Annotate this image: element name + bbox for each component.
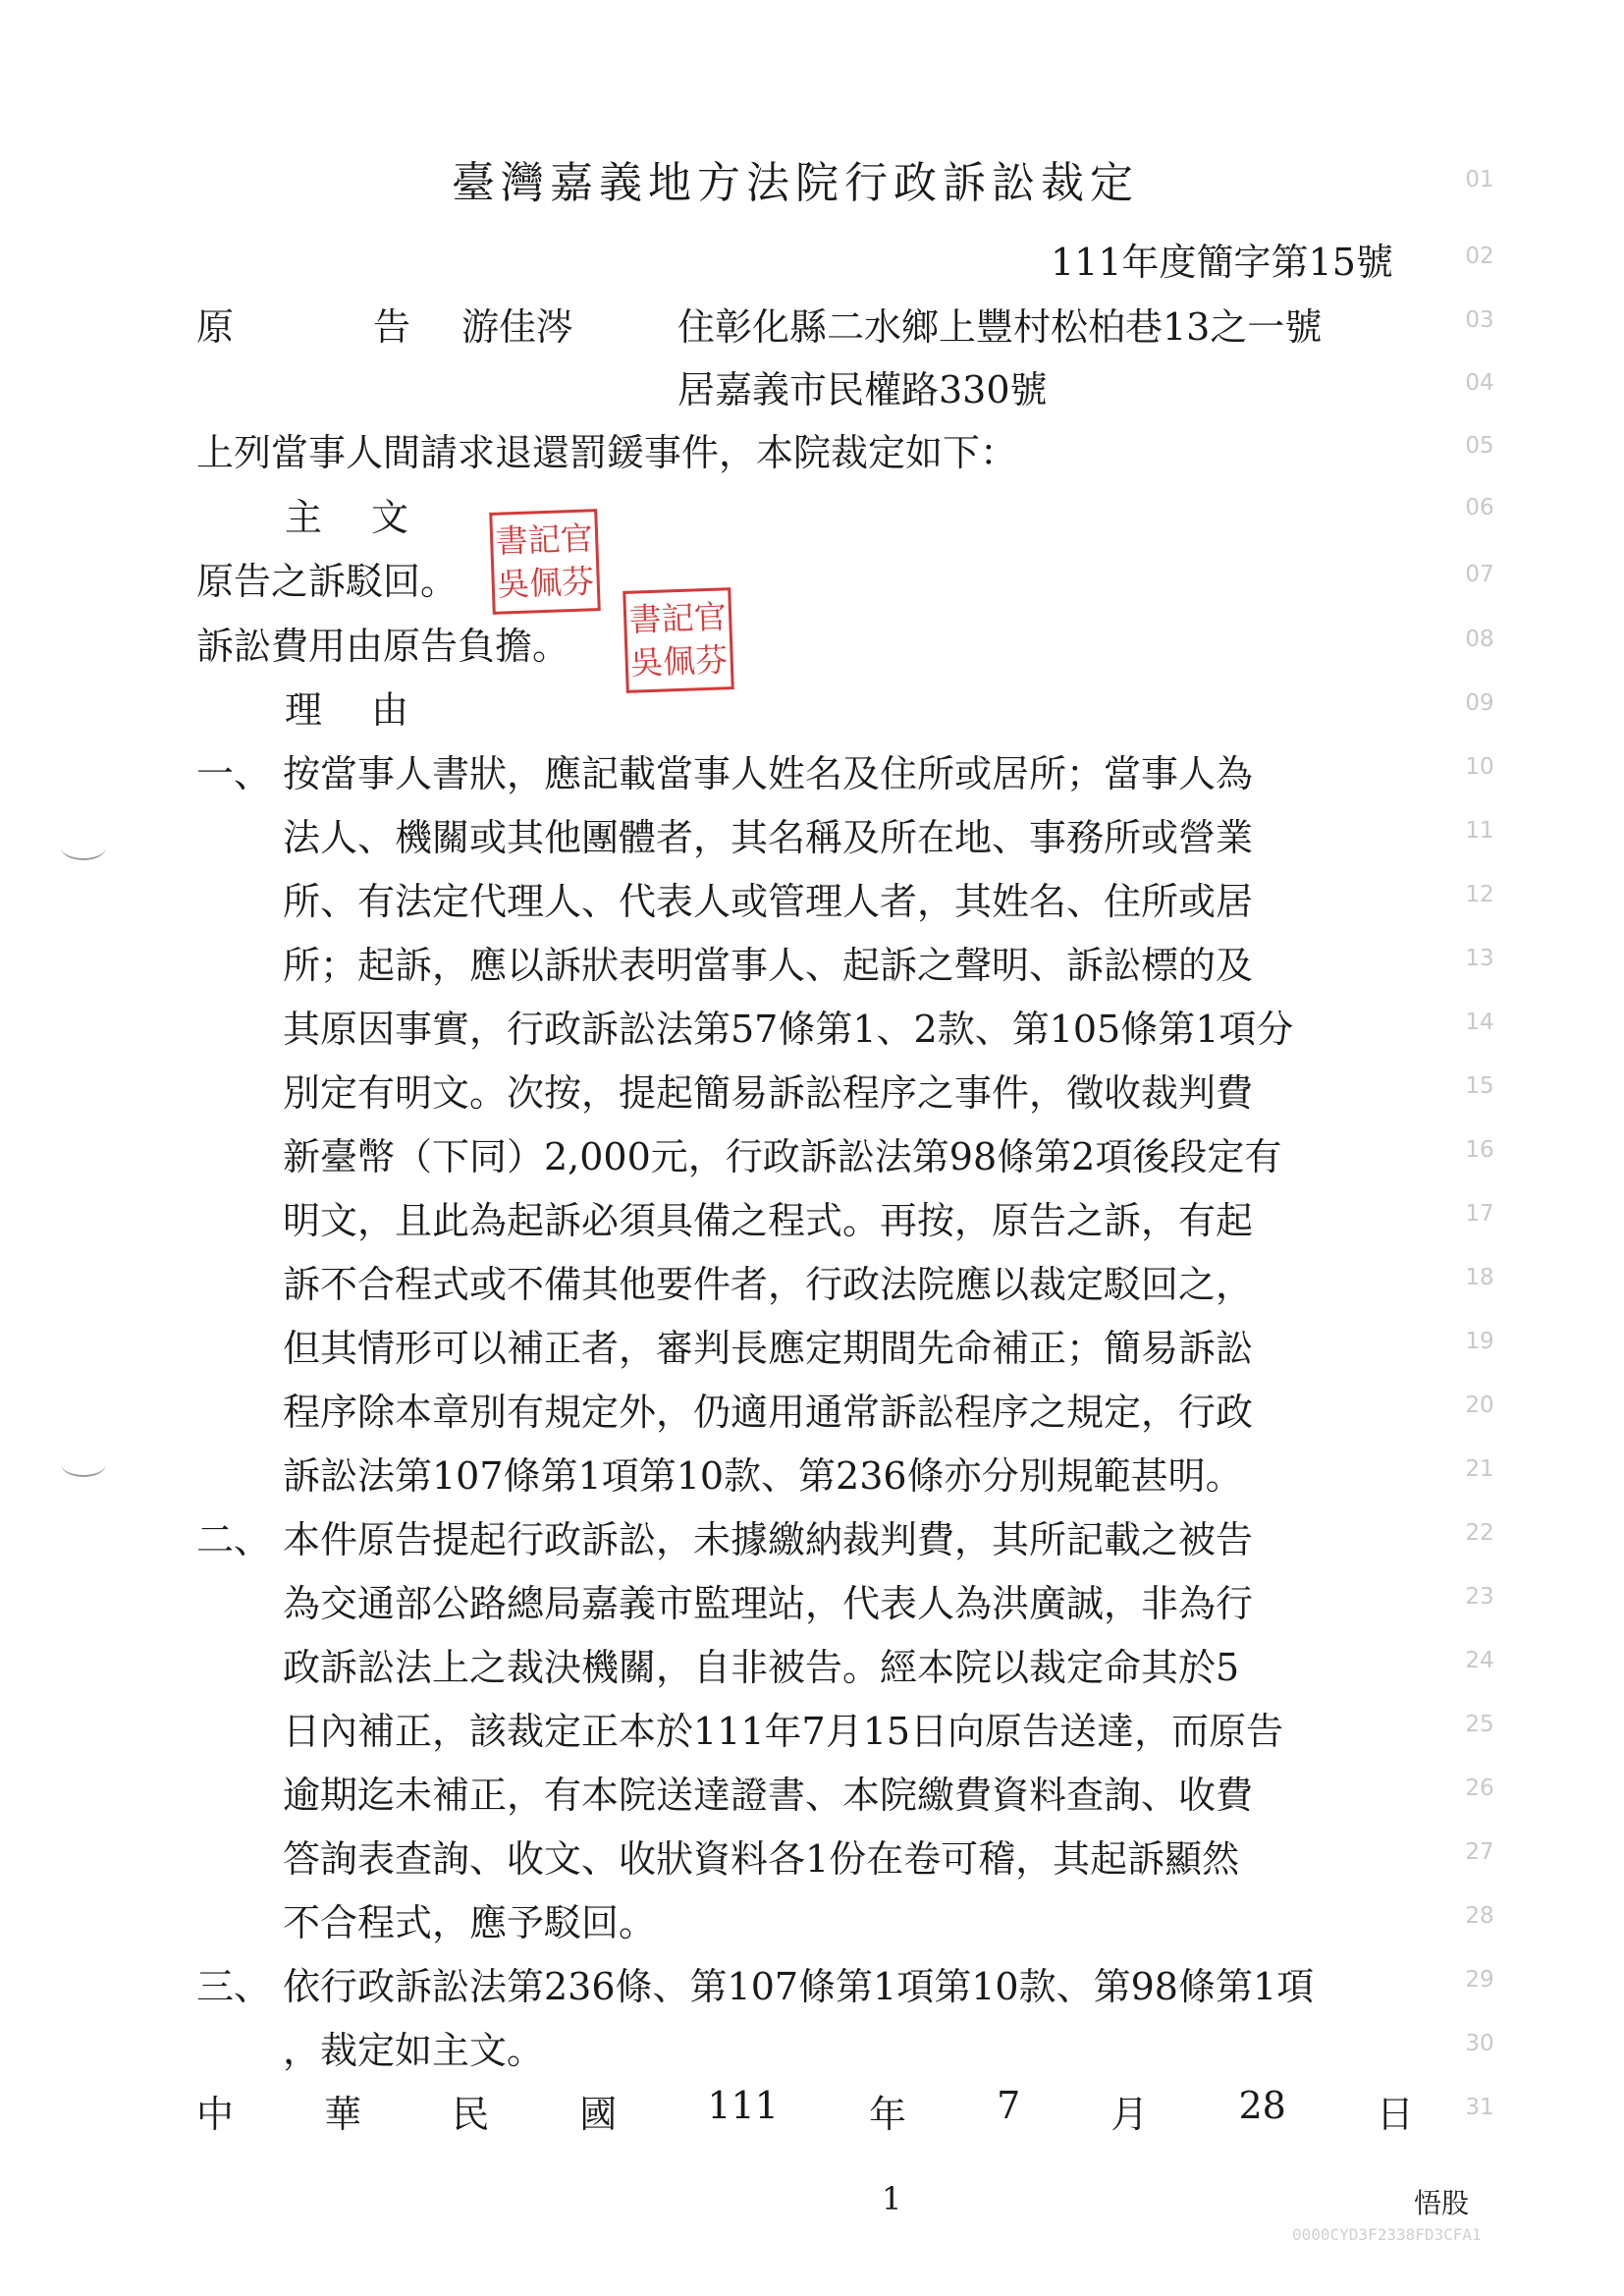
reason-line: 其原因事實，行政訴訟法第57條第1、2款、第105條第1項分 — [283, 1008, 1294, 1051]
reason-line: 按當事人書狀，應記載當事人姓名及住所或居所；當事人為 — [283, 752, 1254, 795]
line-number: 09 — [1465, 690, 1494, 716]
date-part: 111 — [707, 2084, 779, 2127]
date-part: 月 — [1110, 2093, 1149, 2136]
plaintiff-address-current: 居嘉義市民權路330號 — [677, 368, 1048, 411]
line-number: 06 — [1465, 495, 1494, 520]
reason-line: 依行政訴訟法第236條、第107條第1項第10款、第98條第1項 — [283, 1965, 1315, 2008]
reason-marker: 三、 — [196, 1965, 272, 2008]
line-number: 18 — [1465, 1265, 1494, 1290]
reason-heading-char-2: 由 — [371, 688, 409, 732]
reason-line: 明文，且此為起訴必須具備之程式。再按，原告之訴，有起 — [283, 1199, 1254, 1242]
clerk-seal-stamp: 書記官 吳佩芬 — [623, 587, 734, 693]
line-number: 23 — [1465, 1584, 1494, 1610]
plaintiff-name: 游佳涔 — [461, 305, 574, 349]
reason-line: 本件原告提起行政訴訟，未據繳納裁判費，其所記載之被告 — [283, 1518, 1254, 1561]
line-number: 13 — [1465, 946, 1494, 971]
line-number: 31 — [1465, 2095, 1494, 2120]
main-text-line: 原告之訴駁回。 — [196, 560, 459, 603]
signature-mark: 悟股 — [1414, 2187, 1470, 2219]
reason-marker: 二、 — [196, 1518, 272, 1561]
plaintiff-label-char-2: 告 — [373, 305, 411, 349]
ruling-date — [196, 2084, 1414, 2138]
plaintiff-address-residence: 住彰化縣二水鄉上豐村松柏巷13之一號 — [677, 305, 1323, 349]
main-heading-char-2: 文 — [371, 496, 409, 539]
reason-line: 法人、機關或其他團體者，其名稱及所在地、事務所或營業 — [283, 816, 1254, 859]
line-number: 12 — [1465, 882, 1494, 907]
main-text-line: 訴訟費用由原告負擔。 — [196, 625, 570, 668]
reason-marker: 一、 — [196, 752, 272, 795]
line-number: 01 — [1465, 167, 1494, 192]
intro-sentence: 上列當事人間請求退還罰鍰事件，本院裁定如下： — [196, 431, 1018, 474]
date-part: 民 — [452, 2093, 490, 2136]
line-number: 07 — [1465, 562, 1494, 587]
reason-line: 訴訟法第107條第1項第10款、第236條亦分別規範甚明。 — [283, 1454, 1243, 1498]
reason-line: 程序除本章別有規定外，仍適用通常訴訟程序之規定，行政 — [283, 1391, 1254, 1434]
line-number: 14 — [1465, 1010, 1494, 1035]
reason-line: ，裁定如主文。 — [283, 2029, 545, 2072]
line-number: 24 — [1465, 1648, 1494, 1673]
reason-line: 答詢表查詢、收文、收狀資料各1份在卷可稽，其起訴顯然 — [283, 1837, 1240, 1881]
line-number: 08 — [1465, 627, 1494, 652]
line-number: 15 — [1465, 1073, 1494, 1099]
date-part: 中 — [196, 2093, 235, 2136]
case-number: 111年度簡字第15號 — [1051, 241, 1393, 284]
line-number: 27 — [1465, 1839, 1494, 1865]
line-number: 28 — [1465, 1903, 1494, 1929]
reason-line: 為交通部公路總局嘉義市監理站，代表人為洪廣誠，非為行 — [283, 1582, 1254, 1625]
line-number: 25 — [1465, 1712, 1494, 1737]
binding-hole-mark — [61, 1451, 106, 1477]
line-number: 29 — [1465, 1967, 1494, 1993]
date-part: 7 — [997, 2084, 1021, 2127]
line-number: 02 — [1465, 244, 1494, 269]
line-number: 20 — [1465, 1393, 1494, 1418]
reason-line: 別定有明文。次按，提起簡易訴訟程序之事件，徵收裁判費 — [283, 1071, 1254, 1115]
line-number: 21 — [1465, 1456, 1494, 1482]
line-number: 30 — [1465, 2031, 1494, 2056]
reason-line: 不合程式，應予駁回。 — [283, 1901, 657, 1944]
date-part: 年 — [868, 2093, 906, 2136]
reason-line: 日內補正，該裁定正本於111年7月15日向原告送達，而原告 — [283, 1710, 1284, 1753]
binding-hole-mark — [61, 835, 106, 860]
line-number: 11 — [1465, 818, 1494, 844]
reason-line: 訴不合程式或不備其他要件者，行政法院應以裁定駁回之， — [283, 1263, 1254, 1306]
line-number: 19 — [1465, 1329, 1494, 1354]
reason-line: 所；起訴，應以訴狀表明當事人、起訴之聲明、訴訟標的及 — [283, 944, 1254, 987]
reason-heading-char-1: 理 — [285, 688, 323, 732]
reason-line: 但其情形可以補正者，審判長應定期間先命補正；簡易訴訟 — [283, 1327, 1254, 1370]
clerk-seal-stamp: 書記官 吳佩芬 — [489, 509, 601, 615]
document-code: 0000CYD3F2338FD3CFA1 — [1292, 2225, 1482, 2244]
reason-line: 新臺幣（下同）2,000元，行政訴訟法第98條第2項後段定有 — [283, 1135, 1282, 1178]
line-number: 22 — [1465, 1520, 1494, 1546]
reason-line: 政訴訟法上之裁決機關，自非被告。經本院以裁定命其於5 — [283, 1646, 1240, 1689]
date-part: 日 — [1376, 2093, 1414, 2136]
reason-line: 逾期迄未補正，有本院送達證書、本院繳費資料查詢、收費 — [283, 1774, 1254, 1817]
date-part: 國 — [579, 2093, 618, 2136]
line-number: 04 — [1465, 370, 1494, 396]
main-heading-char-1: 主 — [285, 496, 323, 539]
line-number: 10 — [1465, 754, 1494, 780]
date-part: 華 — [324, 2093, 362, 2136]
line-number: 17 — [1465, 1201, 1494, 1227]
page-number: 1 — [882, 2180, 902, 2217]
line-number: 03 — [1465, 307, 1494, 333]
line-number: 16 — [1465, 1137, 1494, 1163]
line-number: 05 — [1465, 433, 1494, 459]
line-number: 26 — [1465, 1776, 1494, 1801]
reason-line: 所、有法定代理人、代表人或管理人者，其姓名、住所或居 — [283, 880, 1254, 923]
document-title: 臺灣嘉義地方法院行政訴訟裁定 — [452, 158, 1139, 208]
plaintiff-label-char-1: 原 — [196, 305, 235, 349]
date-part: 28 — [1238, 2084, 1286, 2127]
